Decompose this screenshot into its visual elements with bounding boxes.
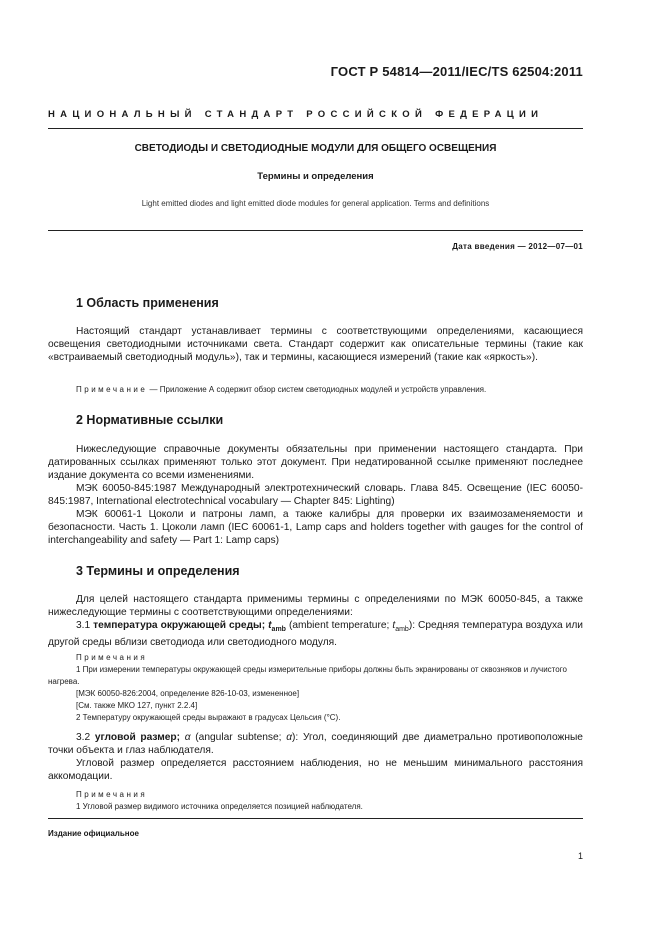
section-1-note (76, 384, 583, 396)
section-3-intro-text: Для целей настоящего стандарта применимы термины с определениями по МЭК 60050-845, а также нижеследующие термины с соответствующими определениями: (48, 594, 583, 619)
edition-label: Издание официальное (48, 829, 139, 838)
section-2-text-3: МЭК 60061-1 Цоколи и патроны ламп, а также калибры для проверки их взаимозаменяемости и безопасности. Часть 1. Цоколи ламп (IEC 60061-1, Lamp caps and holders together with gauges for the control of interchangeability and safety — Part 1: Lamp caps) (48, 509, 583, 547)
footer-rule (48, 818, 583, 819)
term-english-symbol: t (392, 620, 396, 631)
document-title: СВЕТОДИОДЫ И СВЕТОДИОДНЫЕ МОДУЛИ ДЛЯ ОБЩЕГО ОСВЕЩЕНИЯ (134, 143, 497, 154)
term-definition: ): Средняя температура воздуха или другой среды вблизи светодиода или светодиодного модуля. (48, 620, 583, 649)
term-symbol-sub: amb (271, 626, 286, 634)
term-name: угловой размер; (94, 732, 181, 743)
section-2-paragraph-1 (48, 443, 583, 483)
document-title-english: Light emitted diodes and light emitted diode modules for general application. Terms and definitions (141, 199, 490, 208)
section-2-paragraph-2 (48, 482, 583, 508)
document-id: ГОСТ Р 54814—2011/IEC/TS 62504:2011 (330, 64, 583, 79)
term-3-1-ref-1: [МЭК 60050-826:2004, определение 826-10-03, измененное] (76, 689, 300, 698)
note-text: — Приложение А содержит обзор систем светодиодных модулей и устройств управления. (147, 385, 487, 394)
term-number: 3.1 (76, 620, 91, 631)
national-standard-banner: НАЦИОНАЛЬНЫЙ СТАНДАРТ РОССИЙСКОЙ ФЕДЕРАЦИИ (48, 109, 544, 120)
section-1-text: Настоящий стандарт устанавливает термины с соответствующими определениями, касающиеся освещения светодиодными источниками света. Стандарт содержит как описательные термины (такие как «встраиваемый светодиодный модуль»), так и термины, касающиеся измерений (такие как «яркость»). (48, 326, 583, 364)
notes-label: Примечания (76, 653, 148, 662)
term-3-2-notes (76, 789, 583, 813)
term-3-2 (48, 731, 583, 757)
section-1-paragraph (48, 325, 583, 365)
term-name: температура окружающей среды; (93, 620, 266, 631)
term-3-2-text-2: Угловой размер определяется расстоянием наблюдения, но не меньшим минимального расстояния аккомодации. (48, 758, 583, 783)
notes-label: Примечания (76, 790, 148, 799)
term-3-2-note-1: 1 Угловой размер видимого источника определяется позицией наблюдателя. (76, 802, 363, 811)
term-symbol: α (184, 732, 191, 743)
term-english: (angular subtense; (195, 732, 282, 743)
note-1-text: 1 При измерении температуры окружающей среды измерительные приборы должны быть экранированы от сквозняков и лучистого нагрева. (48, 665, 567, 686)
term-3-1-notes (76, 652, 583, 664)
section-3-intro (48, 593, 583, 619)
term-english: (ambient temperature; (288, 620, 390, 631)
section-2-text-2: МЭК 60050-845:1987 Международный электротехнический словарь. Глава 845. Освещение (IEC 60050-845:1987, International electrotechnical vocabulary — Chapter 845: Lighting) (48, 483, 583, 508)
section-2-heading: 2 Нормативные ссылки (76, 413, 224, 427)
title-rule (48, 230, 583, 231)
section-2-text-1: Нижеследующие справочные документы обязательны при применении настоящего стандарта. При датированных ссылках применяют только этот документ. При недатированной ссылке применяют последнее издание документа со всеми изменениями. (48, 444, 583, 482)
page-number: 1 (577, 851, 583, 861)
term-3-1-note-2: 2 Температуру окружающей среды выражают в градусах Цельсия (°С). (76, 713, 341, 722)
term-3-2-paragraph-2 (48, 757, 583, 783)
term-number: 3.2 (76, 732, 91, 743)
term-3-1-ref-2: [См. также МКО 127, пункт 2.2.4] (76, 701, 198, 710)
section-3-heading: 3 Термины и определения (76, 564, 240, 578)
term-symbol: t (268, 620, 272, 631)
document-subtitle: Термины и определения (257, 171, 374, 182)
section-2-paragraph-3 (48, 508, 583, 548)
top-rule (48, 128, 583, 129)
section-1-heading: 1 Область применения (76, 296, 219, 310)
term-3-1-note-1 (48, 664, 583, 688)
term-definition: ): Угол, соединяющий две диаметрально противоположные точки объекта и глаз наблюдателя. (48, 732, 583, 757)
term-3-1 (48, 619, 583, 649)
term-english-symbol-sub: amb (395, 626, 409, 634)
term-english-symbol: α (286, 732, 293, 743)
note-label: Примечание (76, 385, 148, 394)
introduction-date: Дата введения — 2012—07—01 (452, 242, 583, 251)
